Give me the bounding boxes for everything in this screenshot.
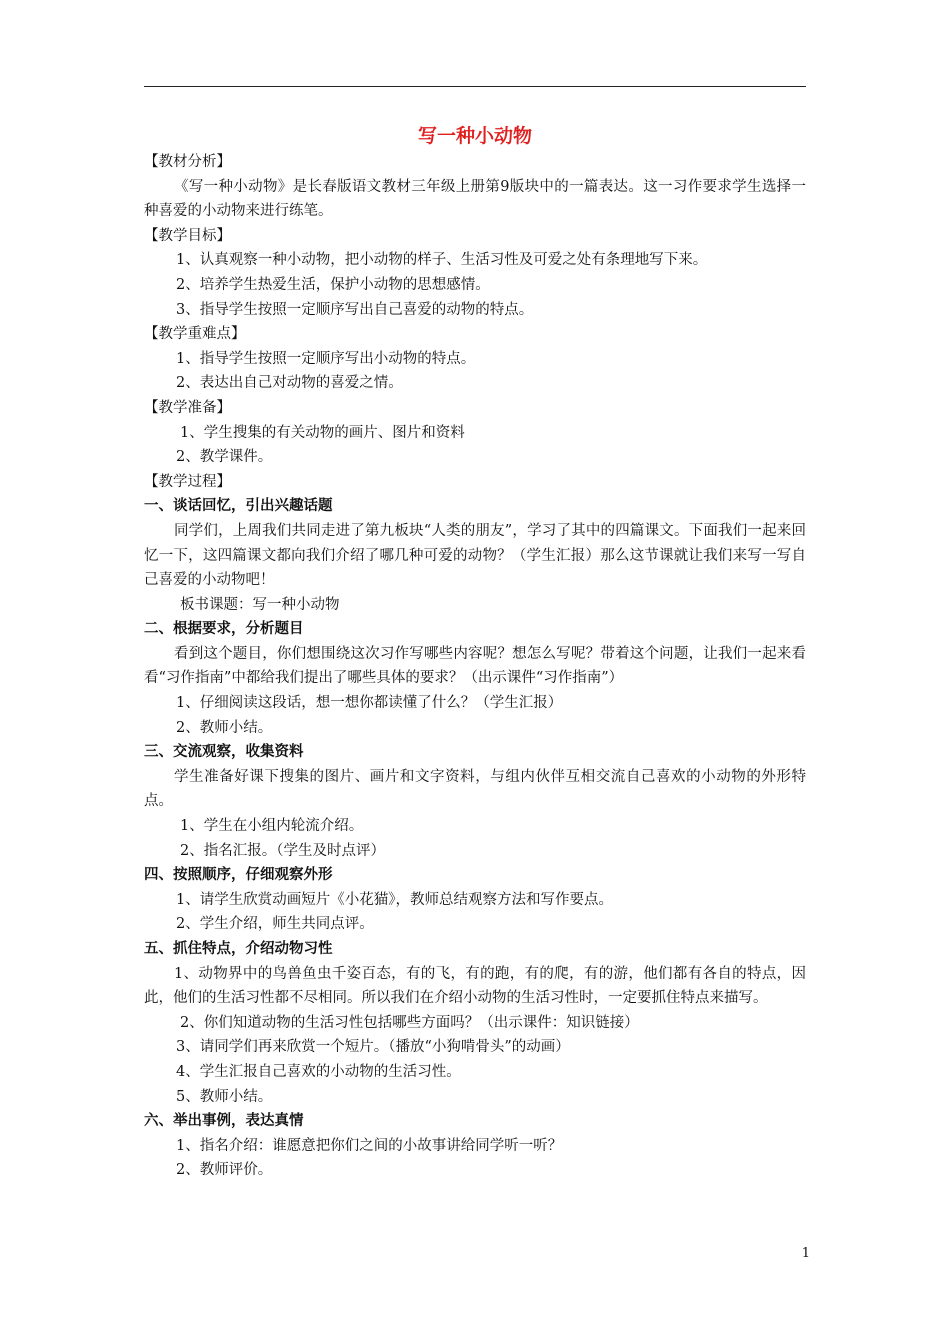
step5-item: 2、你们知道动物的生活习性包括哪些方面吗？（出示课件：知识链接） xyxy=(180,1014,639,1031)
step-heading-4: 四、按照顺序，仔细观察外形 xyxy=(144,867,333,884)
step5-item: 3、请同学们再来欣赏一个短片。（播放“小狗啃骨头”的动画） xyxy=(176,1039,570,1056)
section-label-process: 【教学过程】 xyxy=(144,473,231,490)
section-label-preparation: 【教学准备】 xyxy=(144,399,231,416)
section-label-key-points: 【教学重难点】 xyxy=(144,326,246,343)
document-title: 写一种小动物 xyxy=(417,125,532,147)
step3-item: 1、学生在小组内轮流介绍。 xyxy=(180,818,364,835)
step-heading-6: 六、举出事例，表达真情 xyxy=(144,1113,304,1130)
step5-item: 5、教师小结。 xyxy=(176,1088,273,1105)
step2-paragraph: 看到这个题目，你们想围绕这次习作写哪些内容呢？想怎么写呢？带着这个问题，让我们一起来看看“习作指南”中都给我们提出了哪些具体的要求？（出示课件“习作指南”） xyxy=(144,645,806,687)
document-body xyxy=(144,150,806,1183)
step4-item: 2、学生介绍，师生共同点评。 xyxy=(176,916,374,933)
goal-item: 2、培养学生热爱生活，保护小动物的思想感情。 xyxy=(176,276,490,293)
step-heading-3: 三、交流观察，收集资料 xyxy=(144,744,304,761)
step5-item: 4、学生汇报自己喜欢的小动物的生活习性。 xyxy=(176,1063,461,1080)
step6-item: 1、指名介绍：谁愿意把你们之间的小故事讲给同学听一听？ xyxy=(176,1137,563,1154)
section-label-analysis: 【教材分析】 xyxy=(144,154,231,170)
step-heading-1: 一、谈话回忆，引出兴趣话题 xyxy=(144,498,333,515)
goal-item: 3、指导学生按照一定顺序写出自己喜爱的动物的特点。 xyxy=(176,301,534,318)
step2-item: 2、教师小结。 xyxy=(176,719,273,736)
step-heading-5: 五、抓住特点，介绍动物习性 xyxy=(144,941,333,957)
goal-item: 1、认真观察一种小动物，把小动物的样子、生活习性及可爱之处有条理地写下来。 xyxy=(176,252,708,269)
step1-paragraph: 同学们，上周我们共同走进了第九板块“人类的朋友”，学习了其中的四篇课文。下面我们一起来回忆一下，这四篇课文都向我们介绍了哪几种可爱的动物？（学生汇报）那么这节课就让我们来写一写自己喜爱的小动物吧！ xyxy=(144,522,806,589)
key-point-item: 2、表达出自己对动物的喜爱之情。 xyxy=(176,375,403,392)
step3-paragraph: 学生准备好课下搜集的图片、画片和文字资料，与组内伙伴互相交流自己喜欢的小动物的外形特点。 xyxy=(144,768,806,810)
board-title: 板书课题：写一种小动物 xyxy=(180,596,340,613)
analysis-paragraph: 《写一种小动物》是长春版语文教材三年级上册第9版块中的一篇表达。这一习作要求学生选择一种喜爱的小动物来进行练笔。 xyxy=(144,178,806,220)
step3-item: 2、指名汇报。（学生及时点评） xyxy=(180,842,385,859)
step2-item: 1、仔细阅读这段话，想一想你都读懂了什么？（学生汇报） xyxy=(176,695,563,712)
preparation-item: 2、教学课件。 xyxy=(176,449,273,466)
page-number: 1 xyxy=(801,1246,810,1261)
preparation-item: 1、学生搜集的有关动物的画片、图片和资料 xyxy=(180,424,465,441)
step4-item: 1、请学生欣赏动画短片《小花猫》，教师总结观察方法和写作要点。 xyxy=(176,891,613,908)
step5-paragraph: 1、动物界中的鸟兽鱼虫千姿百态，有的飞，有的跑，有的爬，有的游，他们都有各自的特点，因此，他们的生活习性都不尽相同。所以我们在介绍小动物的生活习性时，一定要抓住特点来描写。 xyxy=(144,965,806,1007)
step-heading-2: 二、根据要求，分析题目 xyxy=(144,621,304,638)
header-rule xyxy=(144,86,806,87)
step6-item: 2、教师评价。 xyxy=(176,1162,273,1179)
section-label-goals: 【教学目标】 xyxy=(144,227,231,244)
key-point-item: 1、指导学生按照一定顺序写出小动物的特点。 xyxy=(176,350,476,367)
